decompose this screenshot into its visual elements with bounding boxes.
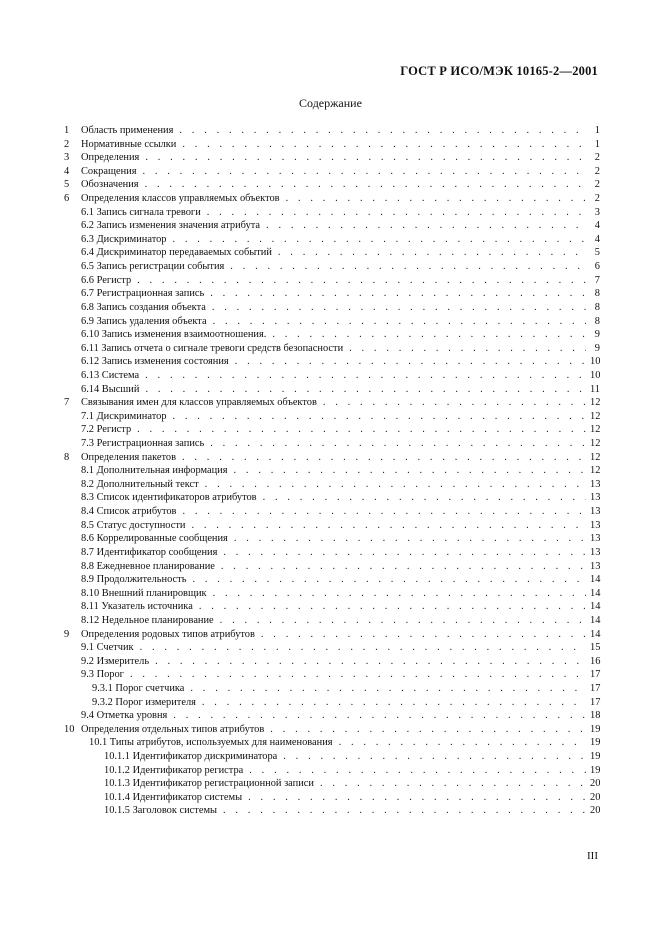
toc-entry[interactable] [64,777,600,791]
dot-leader [210,287,586,301]
dot-leader [266,219,586,233]
toc-entry-page: 19 [590,737,601,749]
toc-entry-title: Связывания имен для классов управляемых объектов [81,397,317,409]
toc-entry-page: 13 [590,533,601,545]
toc-entry[interactable] [64,342,600,356]
dot-leader [145,369,586,383]
toc-entry-number: 3 [64,152,70,164]
dot-leader [155,655,586,669]
toc-entry[interactable] [64,233,600,247]
toc-entry-number: 9 [64,628,70,640]
toc-entry[interactable] [64,315,600,329]
dot-leader [270,723,586,737]
dot-leader [249,764,586,778]
toc-entry[interactable] [64,587,600,601]
toc-entry-page: 7 [594,274,600,286]
toc-entry-title: 10.1 Типы атрибутов, используемых для наименования [89,737,333,749]
toc-entry-page: 4 [594,233,600,245]
dot-leader [182,451,586,465]
toc-entry-title: 6.3 Дискриминатор [81,233,167,245]
toc-entry-page: 10 [590,369,601,381]
dot-leader [286,192,586,206]
toc-entry[interactable] [64,505,600,519]
dot-leader [179,124,586,138]
toc-entry-number: 6 [64,193,70,205]
toc-entry-page: 18 [590,710,601,722]
toc-entry-page: 8 [594,301,600,313]
toc-entry-page: 12 [590,397,601,409]
toc-entry-title: 6.10 Запись изменения взаимоотношения. [81,329,267,341]
toc-entry-page: 19 [590,764,601,776]
toc-entry-title: Обозначения [81,179,139,191]
toc-entry-title: 6.7 Регистрационная запись [81,288,205,300]
toc-entry-page: 13 [590,519,601,531]
toc-entry[interactable] [64,750,600,764]
toc-entry[interactable] [64,206,600,220]
dot-leader [261,628,586,642]
toc-entry-title: 6.8 Запись создания объекта [81,301,206,313]
toc-entry-title: Определения родовых типов атрибутов [81,628,255,640]
dot-leader [145,178,586,192]
toc-entry[interactable] [64,138,600,152]
toc-entry-title: 6.6 Регистр [81,274,132,286]
dot-leader [212,301,586,315]
toc-entry-page: 13 [590,506,601,518]
dot-leader [210,437,586,451]
toc-entry-page: 1 [594,125,600,136]
toc-entry-page: 12 [590,424,601,436]
toc-entry-title: 9.3.1 Порог счетчика [92,682,185,694]
dot-leader [283,750,586,764]
toc-entry[interactable] [64,219,600,233]
toc-entry[interactable] [64,682,600,696]
toc-entry-page: 17 [590,669,601,681]
toc-entry-title: 6.2 Запись изменения значения атрибута [81,220,261,232]
dot-leader [190,682,586,696]
toc-entry-title: Область применения [81,125,174,136]
toc-entry[interactable] [64,764,600,778]
dot-leader [278,246,586,260]
dot-leader [199,600,586,614]
toc-entry-page: 19 [590,723,601,735]
toc-entry-page: 20 [590,778,601,790]
dot-leader [140,641,586,655]
page-number: III [587,850,598,862]
toc-entry-number: 1 [64,125,70,136]
dot-leader [263,491,586,505]
toc-entry-page: 20 [590,805,601,817]
dot-leader [234,464,586,478]
toc-entry-title: 10.1.4 Идентификатор системы [104,791,243,803]
dot-leader [221,560,586,574]
dot-leader [205,478,586,492]
toc-entry[interactable] [64,491,600,505]
toc-entry-title: 7.2 Регистр [81,424,132,436]
toc-entry-number: 8 [64,451,70,463]
dot-leader [234,532,586,546]
toc-entry[interactable] [64,641,600,655]
toc-entry-number: 4 [64,165,70,177]
toc-entry[interactable] [64,369,600,383]
toc-entry[interactable] [64,723,600,737]
toc-entry-title: 6.11 Запись отчета о сигнале тревоги средств безопасности [81,342,344,354]
toc-entry-title: 6.4 Дискриминатор передаваемых событий [81,247,272,259]
toc-entry-title: 8.6 Коррелированные сообщения [81,533,228,545]
toc-entry[interactable] [64,804,600,818]
toc-entry[interactable] [64,655,600,669]
dot-leader [182,505,586,519]
toc-entry[interactable] [64,151,600,165]
dot-leader [192,573,586,587]
dot-leader [223,804,586,818]
dot-leader [137,423,586,437]
toc-entry[interactable] [64,519,600,533]
toc-entry-page: 1 [594,138,600,150]
toc-entry[interactable] [64,709,600,723]
toc-entry-title: 8.10 Внешний планировщик [81,587,207,599]
toc-entry-title: 8.4 Список атрибутов [81,506,177,518]
dot-leader [130,668,586,682]
dot-leader [320,777,586,791]
toc-entry[interactable] [64,736,600,750]
toc-entry-number: 10 [64,723,75,735]
toc-entry[interactable] [64,668,600,682]
toc-entry-page: 14 [590,628,601,640]
toc-entry[interactable] [64,791,600,805]
toc-entry[interactable] [64,464,600,478]
toc-entry-page: 13 [590,492,601,504]
toc-entry[interactable] [64,192,600,206]
toc-entry[interactable] [64,287,600,301]
toc-entry-title: 6.9 Запись удаления объекта [81,315,207,327]
dot-leader [230,260,586,274]
toc-entry[interactable] [64,328,600,342]
dot-leader [143,165,587,179]
toc-entry[interactable] [64,423,600,437]
toc-entry-page: 12 [590,451,601,463]
toc-entry-title: Определения пакетов [81,451,177,463]
toc-entry-page: 14 [590,574,601,586]
table-of-contents [64,124,600,818]
toc-entry[interactable] [64,301,600,315]
toc-entry-title: 7.3 Регистрационная запись [81,438,205,450]
toc-entry-title: 7.1 Дискриминатор [81,410,167,422]
toc-entry-title: 10.1.5 Заголовок системы [104,805,218,817]
toc-entry-page: 2 [594,152,600,164]
toc-entry-title: 10.1.2 Идентификатор регистра [104,764,244,776]
toc-entry[interactable] [64,478,600,492]
dot-leader [323,396,586,410]
page-title: Содержание [299,96,362,110]
toc-entry[interactable] [64,573,600,587]
toc-entry[interactable] [64,614,600,628]
dot-leader [182,138,586,152]
toc-entry-title: 8.12 Недельное планирование [81,614,214,626]
toc-entry-page: 13 [590,560,601,572]
toc-entry-number: 5 [64,179,70,191]
toc-entry-page: 8 [594,315,600,327]
toc-entry[interactable] [64,410,600,424]
toc-entry-page: 12 [590,438,601,450]
toc-entry[interactable] [64,165,600,179]
toc-entry[interactable] [64,178,600,192]
dot-leader [202,696,586,710]
toc-entry-title: 6.14 Высший [81,383,140,395]
toc-entry-title: 9.1 Счетчик [81,642,134,654]
toc-entry-page: 2 [594,179,600,191]
dot-leader [191,519,586,533]
toc-entry-page: 16 [590,655,601,667]
toc-entry-title: 9.3 Порог [81,669,124,681]
toc-entry[interactable] [64,628,600,642]
toc-entry-page: 4 [594,220,600,232]
toc-entry-page: 14 [590,601,601,613]
toc-entry[interactable] [64,260,600,274]
dot-leader [137,274,586,288]
toc-entry-page: 9 [594,329,600,341]
toc-entry-title: 8.5 Статус доступности [81,519,186,531]
toc-entry-page: 2 [594,165,600,177]
toc-entry-page: 17 [590,696,601,708]
toc-entry-title: Определения [81,152,140,164]
toc-entry-number: 2 [64,138,70,150]
dot-leader [172,410,586,424]
toc-entry-page: 2 [594,193,600,205]
dot-leader [145,151,586,165]
dot-leader [235,355,586,369]
toc-entry-title: 8.1 Дополнительная информация [81,465,228,477]
toc-entry-title: 10.1.1 Идентификатор дискриминатора [104,751,278,763]
toc-entry[interactable] [64,560,600,574]
dot-leader [349,342,586,356]
toc-entry-title: Определения классов управляемых объектов [81,193,280,205]
toc-entry-title: 8.9 Продолжительность [81,574,187,586]
toc-entry[interactable] [64,396,600,410]
toc-entry-page: 12 [590,410,601,422]
toc-entry[interactable] [64,600,600,614]
toc-entry-page: 14 [590,614,601,626]
toc-entry-title: 6.12 Запись изменения состояния [81,356,229,368]
document-header: ГОСТ Р ИСО/МЭК 10165-2—2001 [400,64,598,78]
toc-entry[interactable] [64,274,600,288]
toc-entry-title: 6.5 Запись регистрации события [81,261,225,273]
dot-leader [223,546,586,560]
dot-leader [145,383,586,397]
toc-entry[interactable] [64,546,600,560]
toc-entry-page: 5 [594,247,600,259]
dot-leader [173,709,586,723]
toc-entry[interactable] [64,451,600,465]
toc-entry[interactable] [64,124,600,138]
toc-entry-page: 13 [590,546,601,558]
toc-entry-title: Сокращения [81,165,137,177]
toc-entry-page: 3 [594,206,600,218]
toc-entry-title: 8.11 Указатель источника [81,601,193,613]
toc-entry-number: 7 [64,397,70,409]
dot-leader [220,614,586,628]
toc-entry[interactable] [64,437,600,451]
toc-entry-title: Нормативные ссылки [81,138,177,150]
toc-entry-title: Определения отдельных типов атрибутов [81,723,265,735]
toc-entry[interactable] [64,355,600,369]
toc-entry-title: 8.2 Дополнительный текст [81,478,199,490]
toc-entry-page: 14 [590,587,601,599]
toc-entry-title: 10.1.3 Идентификатор регистрационной записи [104,778,314,790]
toc-entry-title: 9.4 Отметка уровня [81,710,168,722]
dot-leader [339,736,586,750]
toc-entry[interactable] [64,532,600,546]
toc-entry-page: 8 [594,288,600,300]
dot-leader [207,206,586,220]
toc-entry-page: 17 [590,682,601,694]
toc-entry-page: 10 [590,356,601,368]
toc-entry-page: 6 [594,261,600,273]
toc-entry-page: 15 [590,642,601,654]
toc-entry-page: 20 [590,791,601,803]
dot-leader [172,233,586,247]
toc-entry-page: 12 [590,465,601,477]
toc-entry[interactable] [64,696,600,710]
toc-entry-title: 8.8 Ежедневное планирование [81,560,215,572]
dot-leader [272,328,586,342]
toc-entry-page: 13 [590,478,601,490]
toc-entry-title: 6.1 Запись сигнала тревоги [81,206,201,218]
toc-entry[interactable] [64,383,600,397]
toc-entry-title: 9.2 Измеритель [81,655,150,667]
toc-entry-page: 9 [594,342,600,354]
dot-leader [213,587,586,601]
toc-entry-title: 8.7 Идентификатор сообщения [81,546,218,558]
toc-entry-page: 19 [590,751,601,763]
toc-entry-title: 8.3 Список идентификаторов атрибутов [81,492,257,504]
dot-leader [213,315,586,329]
toc-entry-page: 11 [590,383,601,395]
toc-entry-title: 6.13 Система [81,369,140,381]
toc-entry[interactable] [64,246,600,260]
toc-entry-title: 9.3.2 Порог измерителя [92,696,196,708]
dot-leader [248,791,586,805]
